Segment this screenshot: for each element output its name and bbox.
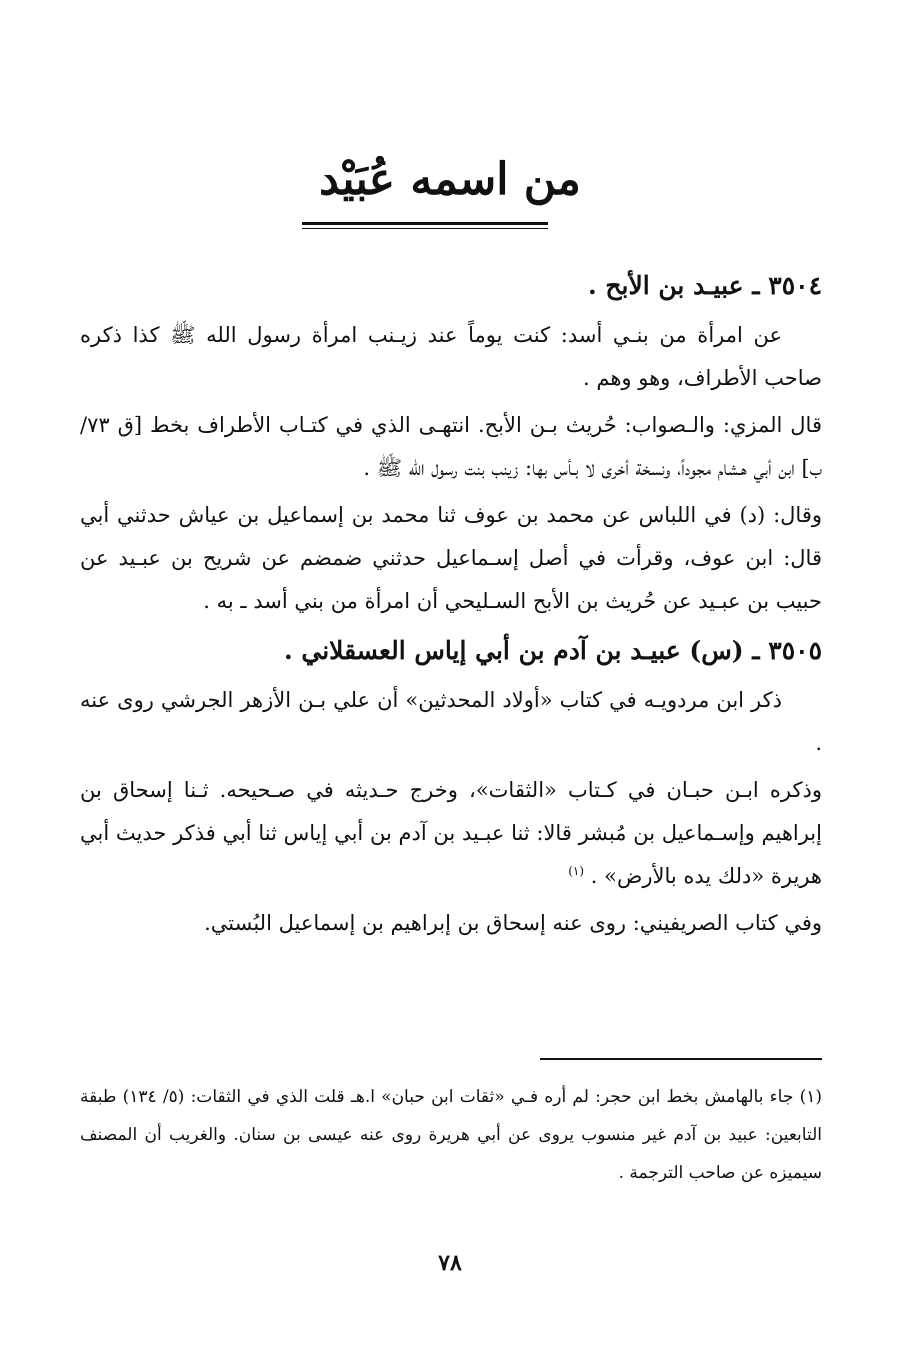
paragraph: وفي كتاب الصريفيني: روى عنه إسحاق بن إبراهيم بن إسماعيل البُستي. [204,911,822,935]
main-text [80,262,822,949]
paragraph: وقال: (د) في اللباس عن محمد بن عوف ثنا محمد بن إسماعيل بن عياش حدثني أبي قال: ابن عوف، وقرأت في أصل إسـماعيل حدثني ضمضم عن شريح بن عبـيد عن حبيب بن عبـيد عن حُريث بن الأبح السـليحي أن امرأة من بني أسد ـ به . [80,503,822,613]
paragraph: قال المزي: والـصواب: حُريث بـن الأبح. انتهـى الذي في كتـاب الأطراف بخط [ق ٧٣/ب] ابن أبي هـشام مجوداً، ونسخة أخرى لا بـأس بها: زينب بنت رسول الله ﷺ . [80,413,822,480]
footnote-marker: (١) [568,864,585,878]
title-underline-thin [302,228,548,229]
footnote: (١) جاء بالهامش بخط ابن حجر: لم أره فـي «ثقات ابن حبان» ا.هـ قلت الذي في الثقات: (٥/ ١٣٤) طبقة التابعين: عبيد بن آدم غير منسوب يروى عن أبي هريرة روى عنه عيسى بن سنان. والغريب أن المصنف سيميزه عن صاحب الترجمة . [80,1087,822,1183]
title-underline [302,222,548,225]
paragraph: ذكر ابن مردويـه في كتاب «أولاد المحدثين» أن علي بـن الأزهر الجرشي روى عنه . [80,688,822,755]
chapter-title: من اسمه عُبَيْد [319,154,581,205]
paragraph: عن امرأة من بنـي أسد: كنت يوماً عند زيـنب امرأة رسول الله ﷺ كذا ذكره صاحب الأطراف، وهو وهم . [80,323,822,390]
paragraph-with-footnote [80,769,822,898]
page-number: ٧٨ [438,1250,462,1276]
paragraph-text: وذكره ابـن حبـان في كـتاب «الثقات»، وخرج حـديثه في صـحيحه. ثـنا إسحاق بن إبراهيم وإسـماعيل بن مُبشر قالا: ثنا عبـيد بن آدم بن أبي إياس ثنا أبي فذكر حديث أبي هريرة «دلك يده بالأرض» . [80,778,822,888]
footnotes [80,1078,822,1192]
footnote-separator [540,1058,822,1060]
entry-heading: ٣٥٠٤ ـ عبيـد بن الأبح . [587,271,822,300]
entry-heading: ٣٥٠٥ ـ (س) عبيـد بن آدم بن أبي إياس العسقلاني . [283,636,822,665]
